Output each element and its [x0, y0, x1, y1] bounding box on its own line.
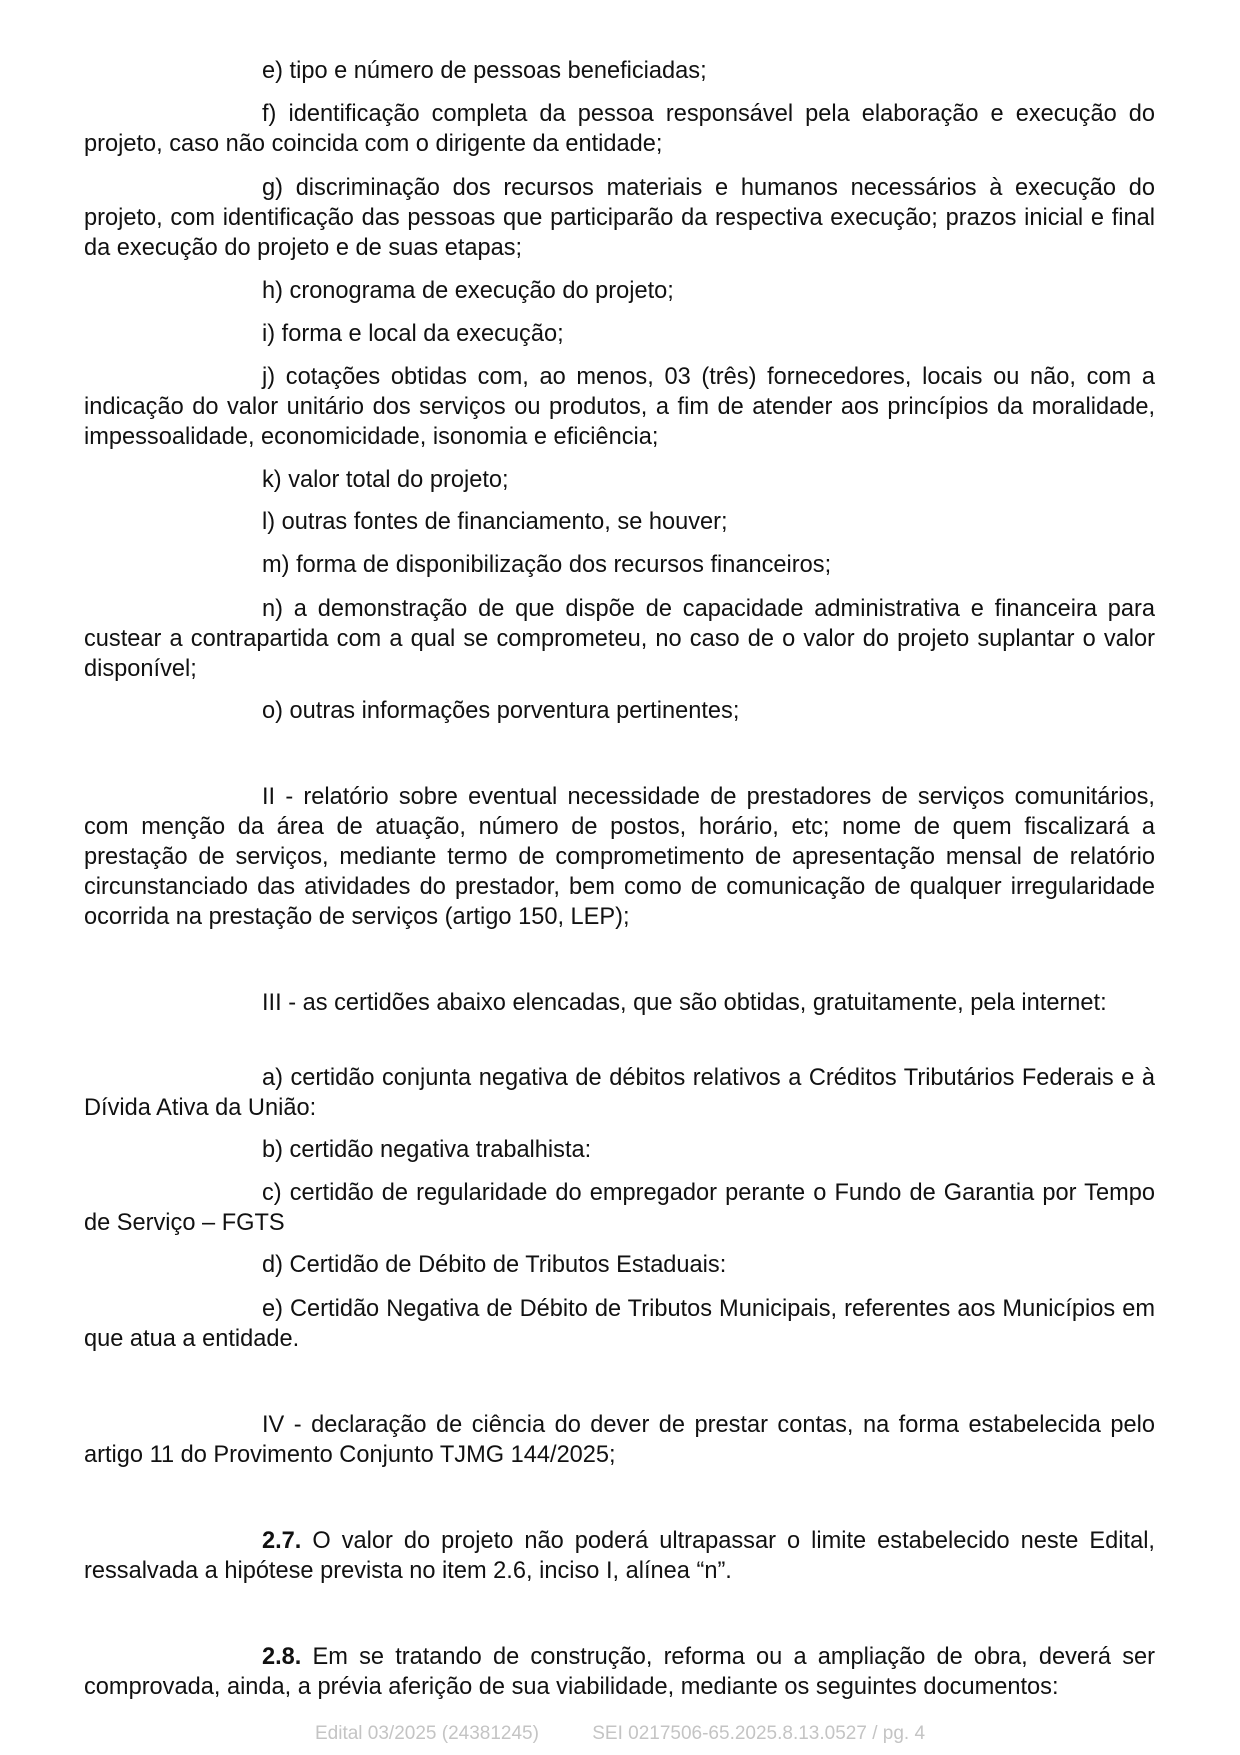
paragraph-n: n) a demonstração de que dispõe de capacidade administrativa e financeira para custear a contrapartida com a qual se comprometeu, no caso de o valor do projeto suplantar o valor disponível; [84, 596, 1155, 682]
paragraph-III-b: b) certidão negativa trabalhista: [262, 1137, 592, 1163]
paragraph-g: g) discriminação dos recursos materiais e humanos necessários à execução do projeto, com identificação das pessoas que participarão da respectiva execução; prazos inicial e final da execução do projeto e de suas etapas; [84, 175, 1155, 261]
paragraph-l: l) outras fontes de financiamento, se houver; [262, 509, 728, 535]
footer-sei-ref: SEI 0217506-65.2025.8.13.0527 / pg. 4 [592, 1723, 926, 1744]
paragraph-III-a: a) certidão conjunta negativa de débitos relativos a Créditos Tributários Federais e à Dívida Ativa da União: [84, 1065, 1155, 1121]
paragraph-j: j) cotações obtidas com, ao menos, 03 (três) fornecedores, locais ou não, com a indicação do valor unitário dos serviços ou produtos, a fim de atender aos princípios da moralidade, impessoalidade, economicidade, isonomia e eficiência; [84, 364, 1155, 450]
paragraph-m: m) forma de disponibilização dos recursos financeiros; [262, 552, 832, 578]
paragraph-e: e) tipo e número de pessoas beneficiadas; [262, 58, 707, 84]
page-footer [0, 1723, 1240, 1745]
paragraph-f: f) identificação completa da pessoa responsável pela elaboração e execução do projeto, caso não coincida com o dirigente da entidade; [84, 101, 1155, 157]
item-2-8-text: Em se tratando de construção, reforma ou a ampliação de obra, deverá ser comprovada, ainda, a prévia aferição de sua viabilidade, mediante os seguintes documentos: [84, 1644, 1155, 1700]
paragraph-h: h) cronograma de execução do projeto; [262, 278, 674, 304]
item-2-7-number: 2.7. [262, 1528, 302, 1554]
paragraph-IV: IV - declaração de ciência do dever de prestar contas, na forma estabelecida pelo artigo 11 do Provimento Conjunto TJMG 144/2025; [84, 1412, 1155, 1468]
paragraph-k: k) valor total do projeto; [262, 467, 509, 493]
paragraph-II: II - relatório sobre eventual necessidade de prestadores de serviços comunitários, com menção da área de atuação, número de postos, horário, etc; nome de quem fiscalizará a prestação de serviços, mediante termo de comprometimento de apresentação mensal de relatório circunstanciado das atividades do prestador, bem como de comunicação de qualquer irregularidade ocorrida na prestação de serviços (artigo 150, LEP); [84, 784, 1155, 930]
paragraph-III-c: c) certidão de regularidade do empregador perante o Fundo de Garantia por Tempo de Serviço – FGTS [84, 1180, 1155, 1236]
paragraph-III-e: e) Certidão Negativa de Débito de Tributos Municipais, referentes aos Municípios em que atua a entidade. [84, 1296, 1155, 1352]
footer-document-ref: Edital 03/2025 (24381245) [314, 1723, 539, 1744]
item-2-7 [84, 1526, 1155, 1586]
paragraph-III-d: d) Certidão de Débito de Tributos Estaduais: [262, 1252, 727, 1278]
paragraph-III: III - as certidões abaixo elencadas, que são obtidas, gratuitamente, pela internet: [262, 990, 1107, 1016]
item-2-8-number: 2.8. [262, 1644, 302, 1670]
paragraph-i: i) forma e local da execução; [262, 321, 564, 347]
item-2-7-text: O valor do projeto não poderá ultrapassar o limite estabelecido neste Edital, ressalvada a hipótese prevista no item 2.6, inciso I, alínea “n”. [84, 1528, 1155, 1584]
paragraph-o: o) outras informações porventura pertinentes; [262, 698, 740, 724]
item-2-8 [84, 1642, 1155, 1702]
